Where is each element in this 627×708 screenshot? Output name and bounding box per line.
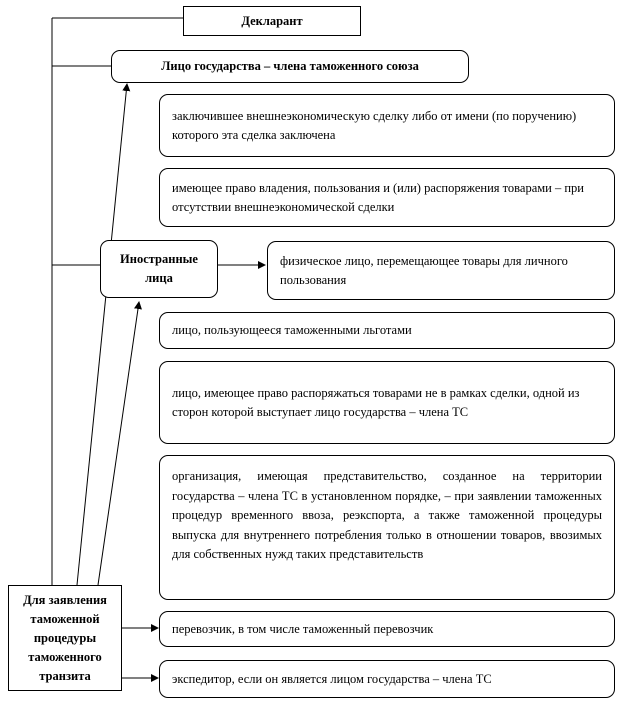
item-box-2 xyxy=(159,168,615,227)
item-box-7 xyxy=(159,611,615,647)
item-box-8 xyxy=(159,660,615,698)
foreign-persons-label: Иностранные лица xyxy=(120,252,198,285)
union-person-box xyxy=(111,50,469,83)
item-box-1 xyxy=(159,94,615,157)
item-text-4: лицо, пользующееся таможенными льготами xyxy=(172,323,412,337)
arrow-transit-to-union xyxy=(77,84,127,585)
item-text-6: организация, имеющая представительство, созданное на территории государства – члена ТС в установленном порядке, – при заявлении таможенных процедур временного ввоза, реэкспорта, а также таможенной процедуры выпуска для внутреннего потребления только в отношении товаров, ввозимых для собственных нужд таких представительств xyxy=(172,469,602,561)
item-box-6 xyxy=(159,455,615,600)
item-box-3 xyxy=(267,241,615,300)
item-text-8: экспедитор, если он является лицом государства – члена ТС xyxy=(172,671,492,686)
declarant-box xyxy=(183,6,361,36)
foreign-persons-box xyxy=(100,240,218,298)
item-text-5: лицо, имеющее право распоряжаться товарами не в рамках сделки, одной из сторон которой выступает лицо государства – члена ТС xyxy=(172,385,580,419)
item-text-1: заключившее внешнеэкономическую сделку либо от имени (по поручению) которого эта сделка заключена xyxy=(172,108,577,142)
declarant-label: Декларант xyxy=(241,13,303,28)
item-text-3: физическое лицо, перемещающее товары для личного пользования xyxy=(280,253,568,287)
item-text-2: имеющее право владения, пользования и (или) распоряжения товарами – при отсутствии внешнеэкономической сделки xyxy=(172,180,584,214)
transit-label: Для заявления таможенной процедуры таможенного транзита xyxy=(23,592,107,683)
item-text-7: перевозчик, в том числе таможенный перевозчик xyxy=(172,621,434,636)
item-box-5 xyxy=(159,361,615,444)
arrow-transit-to-foreign xyxy=(98,302,139,585)
item-box-4 xyxy=(159,312,615,349)
transit-box xyxy=(8,585,122,691)
union-person-label: Лицо государства – члена таможенного союза xyxy=(161,59,419,73)
